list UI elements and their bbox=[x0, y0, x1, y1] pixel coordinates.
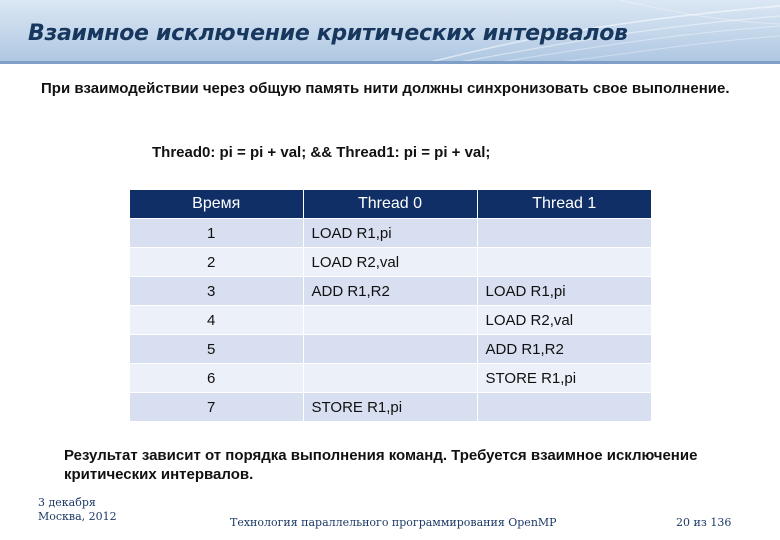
thread0-cell: LOAD R2,val bbox=[303, 248, 477, 277]
table-row bbox=[130, 306, 651, 335]
header-thread0: Thread 0 bbox=[303, 190, 477, 219]
thread1-cell: LOAD R2,val bbox=[477, 306, 651, 335]
table-row bbox=[130, 219, 651, 248]
table-row bbox=[130, 393, 651, 422]
conclusion-text: Результат зависит от порядка выполнения команд. Требуется взаимное исключение критических интервалов. bbox=[64, 447, 698, 483]
thread0-cell: LOAD R1,pi bbox=[303, 219, 477, 248]
time-cell: 7 bbox=[130, 393, 303, 422]
header-thread1: Thread 1 bbox=[477, 190, 651, 219]
header-time: Время bbox=[130, 190, 303, 219]
execution-table bbox=[130, 190, 651, 421]
thread1-cell: LOAD R1,pi bbox=[477, 277, 651, 306]
footer-date-block bbox=[38, 496, 117, 524]
table-row bbox=[130, 248, 651, 277]
time-cell: 6 bbox=[130, 364, 303, 393]
slide-title: Взаимное исключение критических интервалов bbox=[28, 21, 628, 46]
table-header-row bbox=[130, 190, 651, 219]
thread0-cell: STORE R1,pi bbox=[303, 393, 477, 422]
table-row bbox=[130, 364, 651, 393]
time-cell: 5 bbox=[130, 335, 303, 364]
thread0-cell bbox=[303, 364, 477, 393]
thread1-cell bbox=[477, 219, 651, 248]
footer-location: Москва, 2012 bbox=[38, 510, 117, 523]
code-line: Thread0: pi = pi + val; && Thread1: pi = pi + val; bbox=[152, 144, 491, 161]
thread0-cell: ADD R1,R2 bbox=[303, 277, 477, 306]
intro-text: При взаимодействии через общую память нити должны синхронизовать свое выполнение. bbox=[41, 80, 730, 97]
footer-course: Технология параллельного программирования OpenMP bbox=[230, 516, 557, 529]
time-cell: 2 bbox=[130, 248, 303, 277]
footer-date: 3 декабря bbox=[38, 496, 96, 509]
slide-header-band bbox=[0, 0, 780, 62]
time-cell: 4 bbox=[130, 306, 303, 335]
thread1-cell: STORE R1,pi bbox=[477, 364, 651, 393]
time-cell: 3 bbox=[130, 277, 303, 306]
thread0-cell bbox=[303, 335, 477, 364]
table-row bbox=[130, 335, 651, 364]
thread1-cell bbox=[477, 393, 651, 422]
table-row bbox=[130, 277, 651, 306]
thread1-cell bbox=[477, 248, 651, 277]
header-divider bbox=[0, 61, 780, 64]
time-cell: 1 bbox=[130, 219, 303, 248]
thread0-cell bbox=[303, 306, 477, 335]
footer-page-number: 20 из 136 bbox=[676, 516, 732, 529]
thread1-cell: ADD R1,R2 bbox=[477, 335, 651, 364]
